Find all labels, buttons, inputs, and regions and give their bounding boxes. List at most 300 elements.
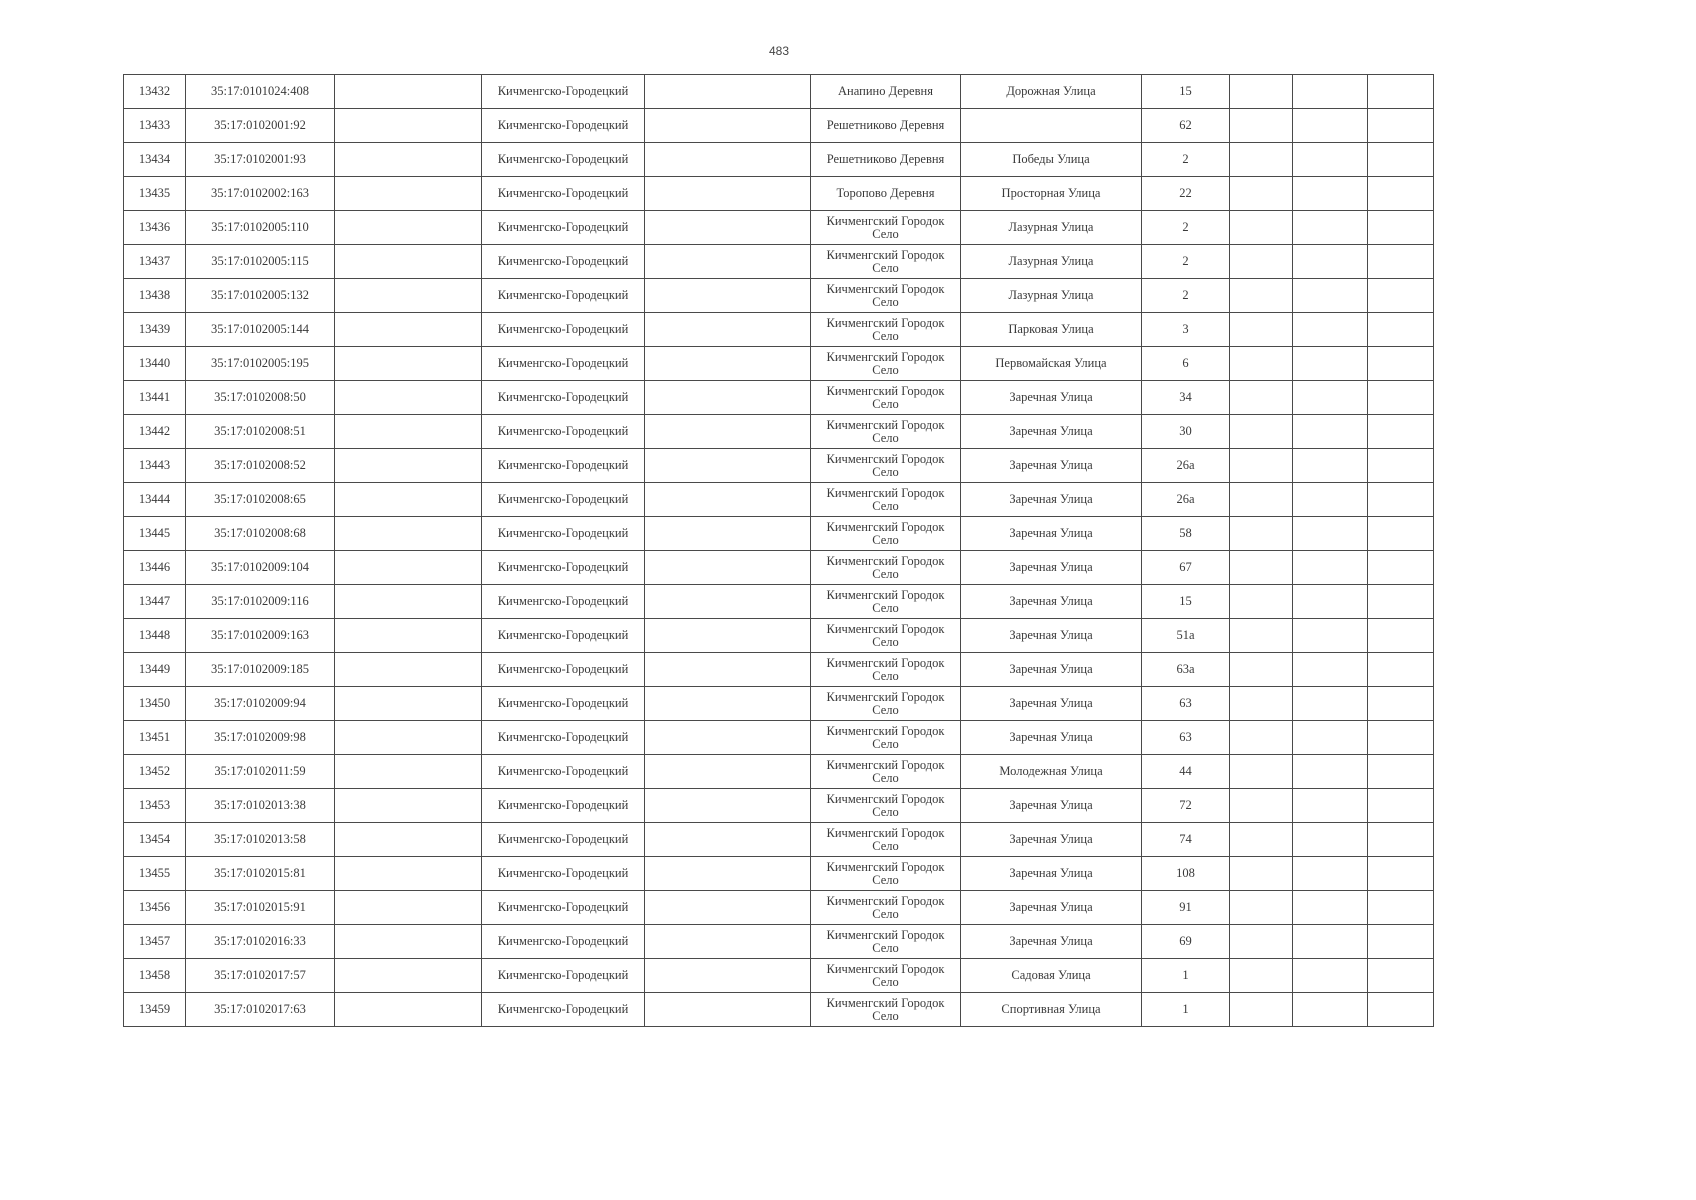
empty-cell	[335, 925, 482, 959]
house-number-cell: 2	[1142, 211, 1230, 245]
house-number-cell: 72	[1142, 789, 1230, 823]
cadastral-number-cell: 35:17:0102015:91	[186, 891, 335, 925]
row-number-cell: 13458	[124, 959, 186, 993]
street-cell: Заречная Улица	[961, 925, 1142, 959]
street-cell: Заречная Улица	[961, 789, 1142, 823]
street-cell: Заречная Улица	[961, 415, 1142, 449]
empty-cell	[335, 619, 482, 653]
empty-cell	[1368, 551, 1434, 585]
empty-cell	[1293, 619, 1368, 653]
empty-cell	[1230, 687, 1293, 721]
registry-table	[123, 74, 1434, 1027]
empty-cell	[645, 143, 811, 177]
empty-cell	[1368, 959, 1434, 993]
table-row	[124, 585, 1434, 619]
table-row	[124, 143, 1434, 177]
locality-cell: Кичменгский Городок Село	[811, 823, 961, 857]
row-number-cell: 13459	[124, 993, 186, 1027]
house-number-cell: 91	[1142, 891, 1230, 925]
empty-cell	[335, 721, 482, 755]
empty-cell	[645, 449, 811, 483]
empty-cell	[1230, 109, 1293, 143]
empty-cell	[645, 789, 811, 823]
house-number-cell: 15	[1142, 75, 1230, 109]
locality-cell: Анапино Деревня	[811, 75, 961, 109]
empty-cell	[335, 177, 482, 211]
street-cell: Спортивная Улица	[961, 993, 1142, 1027]
empty-cell	[645, 279, 811, 313]
house-number-cell: 69	[1142, 925, 1230, 959]
empty-cell	[1230, 75, 1293, 109]
row-number-cell: 13453	[124, 789, 186, 823]
empty-cell	[645, 891, 811, 925]
empty-cell	[1230, 381, 1293, 415]
empty-cell	[1293, 75, 1368, 109]
empty-cell	[1293, 755, 1368, 789]
house-number-cell: 1	[1142, 993, 1230, 1027]
cadastral-number-cell: 35:17:0102009:98	[186, 721, 335, 755]
house-number-cell: 2	[1142, 143, 1230, 177]
house-number-cell: 30	[1142, 415, 1230, 449]
locality-cell: Кичменгский Городок Село	[811, 211, 961, 245]
house-number-cell: 63	[1142, 687, 1230, 721]
locality-cell: Кичменгский Городок Село	[811, 857, 961, 891]
empty-cell	[1368, 347, 1434, 381]
house-number-cell: 3	[1142, 313, 1230, 347]
empty-cell	[335, 109, 482, 143]
empty-cell	[645, 925, 811, 959]
empty-cell	[335, 211, 482, 245]
empty-cell	[645, 245, 811, 279]
district-cell: Кичменгско-Городецкий	[482, 585, 645, 619]
house-number-cell: 51а	[1142, 619, 1230, 653]
empty-cell	[645, 653, 811, 687]
empty-cell	[645, 551, 811, 585]
empty-cell	[1368, 415, 1434, 449]
locality-cell: Кичменгский Городок Село	[811, 619, 961, 653]
street-cell: Парковая Улица	[961, 313, 1142, 347]
table-row	[124, 619, 1434, 653]
empty-cell	[335, 75, 482, 109]
empty-cell	[335, 347, 482, 381]
locality-cell: Решетниково Деревня	[811, 143, 961, 177]
empty-cell	[645, 687, 811, 721]
street-cell: Заречная Улица	[961, 381, 1142, 415]
empty-cell	[645, 381, 811, 415]
row-number-cell: 13457	[124, 925, 186, 959]
cadastral-number-cell: 35:17:0102005:115	[186, 245, 335, 279]
empty-cell	[1293, 449, 1368, 483]
locality-cell: Кичменгский Городок Село	[811, 347, 961, 381]
locality-cell: Кичменгский Городок Село	[811, 755, 961, 789]
locality-cell: Кичменгский Городок Село	[811, 279, 961, 313]
district-cell: Кичменгско-Городецкий	[482, 619, 645, 653]
district-cell: Кичменгско-Городецкий	[482, 653, 645, 687]
empty-cell	[1293, 381, 1368, 415]
cadastral-number-cell: 35:17:0102001:92	[186, 109, 335, 143]
locality-cell: Кичменгский Городок Село	[811, 585, 961, 619]
house-number-cell: 1	[1142, 959, 1230, 993]
empty-cell	[1293, 585, 1368, 619]
district-cell: Кичменгско-Городецкий	[482, 823, 645, 857]
registry-table-body	[124, 75, 1434, 1027]
cadastral-number-cell: 35:17:0102005:110	[186, 211, 335, 245]
empty-cell	[1230, 619, 1293, 653]
district-cell: Кичменгско-Городецкий	[482, 211, 645, 245]
table-row	[124, 755, 1434, 789]
empty-cell	[1230, 551, 1293, 585]
empty-cell	[335, 245, 482, 279]
empty-cell	[335, 415, 482, 449]
row-number-cell: 13432	[124, 75, 186, 109]
district-cell: Кичменгско-Городецкий	[482, 687, 645, 721]
table-row	[124, 381, 1434, 415]
house-number-cell: 108	[1142, 857, 1230, 891]
street-cell: Заречная Улица	[961, 619, 1142, 653]
empty-cell	[1293, 891, 1368, 925]
empty-cell	[335, 483, 482, 517]
district-cell: Кичменгско-Городецкий	[482, 75, 645, 109]
empty-cell	[1230, 347, 1293, 381]
locality-cell: Кичменгский Городок Село	[811, 245, 961, 279]
house-number-cell: 58	[1142, 517, 1230, 551]
empty-cell	[1230, 483, 1293, 517]
empty-cell	[645, 75, 811, 109]
empty-cell	[1230, 279, 1293, 313]
empty-cell	[335, 517, 482, 551]
empty-cell	[1230, 789, 1293, 823]
district-cell: Кичменгско-Городецкий	[482, 551, 645, 585]
table-row	[124, 789, 1434, 823]
row-number-cell: 13449	[124, 653, 186, 687]
empty-cell	[1293, 551, 1368, 585]
table-row	[124, 483, 1434, 517]
row-number-cell: 13452	[124, 755, 186, 789]
empty-cell	[1293, 313, 1368, 347]
row-number-cell: 13444	[124, 483, 186, 517]
cadastral-number-cell: 35:17:0102008:52	[186, 449, 335, 483]
row-number-cell: 13436	[124, 211, 186, 245]
empty-cell	[645, 415, 811, 449]
street-cell: Заречная Улица	[961, 653, 1142, 687]
empty-cell	[1293, 925, 1368, 959]
locality-cell: Кичменгский Городок Село	[811, 517, 961, 551]
empty-cell	[1230, 993, 1293, 1027]
row-number-cell: 13434	[124, 143, 186, 177]
empty-cell	[645, 823, 811, 857]
house-number-cell: 2	[1142, 279, 1230, 313]
house-number-cell: 44	[1142, 755, 1230, 789]
empty-cell	[1293, 687, 1368, 721]
house-number-cell: 63	[1142, 721, 1230, 755]
empty-cell	[1293, 109, 1368, 143]
house-number-cell: 26а	[1142, 483, 1230, 517]
row-number-cell: 13447	[124, 585, 186, 619]
street-cell: Заречная Улица	[961, 823, 1142, 857]
empty-cell	[1368, 245, 1434, 279]
street-cell: Заречная Улица	[961, 857, 1142, 891]
empty-cell	[645, 755, 811, 789]
table-row	[124, 993, 1434, 1027]
empty-cell	[1293, 823, 1368, 857]
empty-cell	[335, 959, 482, 993]
table-row	[124, 517, 1434, 551]
house-number-cell: 62	[1142, 109, 1230, 143]
cadastral-number-cell: 35:17:0102005:132	[186, 279, 335, 313]
district-cell: Кичменгско-Городецкий	[482, 891, 645, 925]
locality-cell: Кичменгский Городок Село	[811, 993, 961, 1027]
empty-cell	[335, 653, 482, 687]
table-row	[124, 211, 1434, 245]
cadastral-number-cell: 35:17:0102008:65	[186, 483, 335, 517]
empty-cell	[1368, 653, 1434, 687]
cadastral-number-cell: 35:17:0102005:195	[186, 347, 335, 381]
district-cell: Кичменгско-Городецкий	[482, 993, 645, 1027]
street-cell: Первомайская Улица	[961, 347, 1142, 381]
empty-cell	[1230, 823, 1293, 857]
empty-cell	[1368, 449, 1434, 483]
empty-cell	[645, 211, 811, 245]
empty-cell	[1230, 415, 1293, 449]
district-cell: Кичменгско-Городецкий	[482, 721, 645, 755]
street-cell: Садовая Улица	[961, 959, 1142, 993]
empty-cell	[1230, 313, 1293, 347]
street-cell: Молодежная Улица	[961, 755, 1142, 789]
district-cell: Кичменгско-Городецкий	[482, 143, 645, 177]
empty-cell	[1293, 993, 1368, 1027]
locality-cell: Кичменгский Городок Село	[811, 483, 961, 517]
empty-cell	[1368, 823, 1434, 857]
row-number-cell: 13435	[124, 177, 186, 211]
empty-cell	[645, 483, 811, 517]
cadastral-number-cell: 35:17:0102016:33	[186, 925, 335, 959]
house-number-cell: 67	[1142, 551, 1230, 585]
empty-cell	[1293, 959, 1368, 993]
table-row	[124, 687, 1434, 721]
row-number-cell: 13442	[124, 415, 186, 449]
empty-cell	[335, 585, 482, 619]
table-row	[124, 347, 1434, 381]
empty-cell	[335, 381, 482, 415]
empty-cell	[335, 449, 482, 483]
street-cell: Заречная Улица	[961, 483, 1142, 517]
row-number-cell: 13456	[124, 891, 186, 925]
house-number-cell: 26а	[1142, 449, 1230, 483]
empty-cell	[1293, 245, 1368, 279]
street-cell: Заречная Улица	[961, 585, 1142, 619]
empty-cell	[335, 143, 482, 177]
empty-cell	[335, 789, 482, 823]
locality-cell: Кичменгский Городок Село	[811, 721, 961, 755]
table-row	[124, 313, 1434, 347]
table-row	[124, 891, 1434, 925]
empty-cell	[1368, 211, 1434, 245]
cadastral-number-cell: 35:17:0102009:104	[186, 551, 335, 585]
empty-cell	[1368, 721, 1434, 755]
empty-cell	[1293, 517, 1368, 551]
table-row	[124, 925, 1434, 959]
street-cell: Заречная Улица	[961, 891, 1142, 925]
table-row	[124, 959, 1434, 993]
district-cell: Кичменгско-Городецкий	[482, 381, 645, 415]
empty-cell	[645, 585, 811, 619]
district-cell: Кичменгско-Городецкий	[482, 313, 645, 347]
empty-cell	[335, 279, 482, 313]
empty-cell	[1230, 517, 1293, 551]
row-number-cell: 13441	[124, 381, 186, 415]
street-cell: Заречная Улица	[961, 551, 1142, 585]
empty-cell	[1368, 279, 1434, 313]
empty-cell	[1368, 313, 1434, 347]
empty-cell	[1368, 755, 1434, 789]
table-row	[124, 109, 1434, 143]
locality-cell: Кичменгский Городок Село	[811, 925, 961, 959]
empty-cell	[1293, 347, 1368, 381]
cadastral-number-cell: 35:17:0102009:116	[186, 585, 335, 619]
empty-cell	[1230, 755, 1293, 789]
empty-cell	[1368, 585, 1434, 619]
empty-cell	[645, 959, 811, 993]
empty-cell	[1230, 653, 1293, 687]
locality-cell: Кичменгский Городок Село	[811, 653, 961, 687]
empty-cell	[335, 551, 482, 585]
row-number-cell: 13445	[124, 517, 186, 551]
empty-cell	[1368, 177, 1434, 211]
empty-cell	[1230, 959, 1293, 993]
empty-cell	[1230, 857, 1293, 891]
street-cell: Заречная Улица	[961, 687, 1142, 721]
empty-cell	[1230, 449, 1293, 483]
empty-cell	[1368, 483, 1434, 517]
cadastral-number-cell: 35:17:0102009:185	[186, 653, 335, 687]
locality-cell: Кичменгский Городок Село	[811, 891, 961, 925]
empty-cell	[645, 993, 811, 1027]
street-cell: Лазурная Улица	[961, 245, 1142, 279]
cadastral-number-cell: 35:17:0102013:38	[186, 789, 335, 823]
empty-cell	[1230, 211, 1293, 245]
row-number-cell: 13437	[124, 245, 186, 279]
empty-cell	[1368, 381, 1434, 415]
empty-cell	[1368, 891, 1434, 925]
house-number-cell: 74	[1142, 823, 1230, 857]
street-cell: Просторная Улица	[961, 177, 1142, 211]
row-number-cell: 13440	[124, 347, 186, 381]
row-number-cell: 13438	[124, 279, 186, 313]
house-number-cell: 34	[1142, 381, 1230, 415]
empty-cell	[1293, 177, 1368, 211]
empty-cell	[335, 823, 482, 857]
table-row	[124, 415, 1434, 449]
cadastral-number-cell: 35:17:0102008:50	[186, 381, 335, 415]
street-cell: Заречная Улица	[961, 449, 1142, 483]
row-number-cell: 13450	[124, 687, 186, 721]
house-number-cell: 15	[1142, 585, 1230, 619]
empty-cell	[1368, 109, 1434, 143]
cadastral-number-cell: 35:17:0102017:63	[186, 993, 335, 1027]
empty-cell	[335, 993, 482, 1027]
street-cell: Заречная Улица	[961, 517, 1142, 551]
empty-cell	[1368, 517, 1434, 551]
table-row	[124, 721, 1434, 755]
locality-cell: Кичменгский Городок Село	[811, 313, 961, 347]
table-row	[124, 449, 1434, 483]
district-cell: Кичменгско-Городецкий	[482, 415, 645, 449]
empty-cell	[1230, 891, 1293, 925]
district-cell: Кичменгско-Городецкий	[482, 959, 645, 993]
row-number-cell: 13451	[124, 721, 186, 755]
empty-cell	[1293, 279, 1368, 313]
cadastral-number-cell: 35:17:0102005:144	[186, 313, 335, 347]
table-row	[124, 279, 1434, 313]
row-number-cell: 13455	[124, 857, 186, 891]
district-cell: Кичменгско-Городецкий	[482, 177, 645, 211]
district-cell: Кичменгско-Городецкий	[482, 483, 645, 517]
row-number-cell: 13446	[124, 551, 186, 585]
empty-cell	[1293, 789, 1368, 823]
empty-cell	[1230, 925, 1293, 959]
cadastral-number-cell: 35:17:0102017:57	[186, 959, 335, 993]
empty-cell	[335, 857, 482, 891]
table-row	[124, 551, 1434, 585]
empty-cell	[1230, 245, 1293, 279]
empty-cell	[645, 857, 811, 891]
district-cell: Кичменгско-Городецкий	[482, 925, 645, 959]
empty-cell	[335, 755, 482, 789]
empty-cell	[335, 891, 482, 925]
locality-cell: Кичменгский Городок Село	[811, 789, 961, 823]
locality-cell: Решетниково Деревня	[811, 109, 961, 143]
empty-cell	[335, 687, 482, 721]
house-number-cell: 22	[1142, 177, 1230, 211]
cadastral-number-cell: 35:17:0101024:408	[186, 75, 335, 109]
empty-cell	[1293, 483, 1368, 517]
cadastral-number-cell: 35:17:0102015:81	[186, 857, 335, 891]
locality-cell: Кичменгский Городок Село	[811, 687, 961, 721]
empty-cell	[1293, 653, 1368, 687]
empty-cell	[1368, 789, 1434, 823]
cadastral-number-cell: 35:17:0102001:93	[186, 143, 335, 177]
empty-cell	[645, 347, 811, 381]
street-cell	[961, 109, 1142, 143]
empty-cell	[645, 177, 811, 211]
district-cell: Кичменгско-Городецкий	[482, 347, 645, 381]
locality-cell: Кичменгский Городок Село	[811, 551, 961, 585]
table-row	[124, 245, 1434, 279]
district-cell: Кичменгско-Городецкий	[482, 279, 645, 313]
cadastral-number-cell: 35:17:0102011:59	[186, 755, 335, 789]
locality-cell: Кичменгский Городок Село	[811, 449, 961, 483]
empty-cell	[1368, 619, 1434, 653]
table-row	[124, 857, 1434, 891]
house-number-cell: 2	[1142, 245, 1230, 279]
empty-cell	[1293, 721, 1368, 755]
empty-cell	[1368, 687, 1434, 721]
empty-cell	[1368, 857, 1434, 891]
district-cell: Кичменгско-Городецкий	[482, 245, 645, 279]
empty-cell	[1368, 993, 1434, 1027]
row-number-cell: 13448	[124, 619, 186, 653]
street-cell: Лазурная Улица	[961, 211, 1142, 245]
empty-cell	[1293, 211, 1368, 245]
row-number-cell: 13433	[124, 109, 186, 143]
empty-cell	[645, 517, 811, 551]
empty-cell	[335, 313, 482, 347]
cadastral-number-cell: 35:17:0102013:58	[186, 823, 335, 857]
table-row	[124, 823, 1434, 857]
empty-cell	[1230, 177, 1293, 211]
table-row	[124, 75, 1434, 109]
empty-cell	[1293, 857, 1368, 891]
